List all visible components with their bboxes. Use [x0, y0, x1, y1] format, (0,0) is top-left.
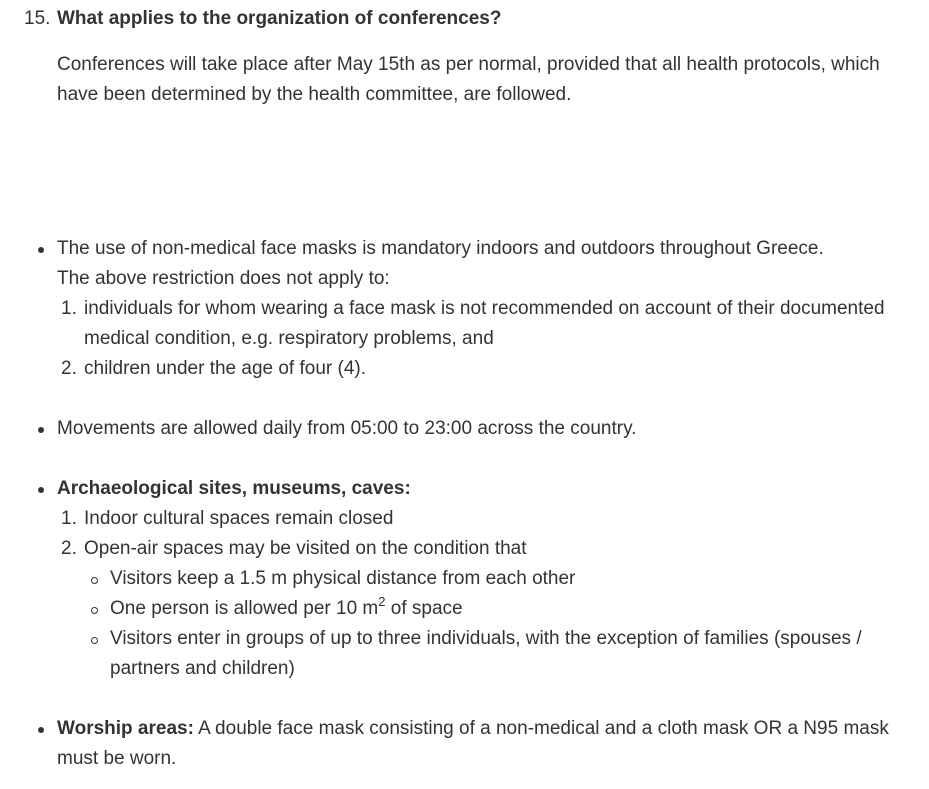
masks-bullet — [57, 234, 907, 384]
item-number: 2. — [61, 358, 77, 379]
item-text: children under the age of four (4). — [84, 358, 367, 379]
conditions-list — [84, 564, 907, 684]
measures-list — [57, 234, 907, 789]
condition-density — [84, 594, 907, 624]
list-item — [61, 534, 907, 684]
density-suffix: of space — [385, 598, 463, 619]
worship-title: Worship areas: — [57, 718, 194, 739]
item-text: individuals for whom wearing a face mask is not recommended on account of their documented medical condition, e.g. respiratory problems, and — [84, 298, 885, 349]
condition-groups: Visitors enter in groups of up to three individuals, with the exception of families (spouses / partners and children) — [84, 624, 907, 684]
item-number: 1. — [61, 298, 77, 319]
masks-text: The use of non-medical face masks is mandatory indoors and outdoors throughout Greece. — [57, 238, 824, 259]
density-text: One person is allowed per 10 m — [110, 598, 379, 619]
condition-distance: Visitors keep a 1.5 m physical distance from each other — [84, 564, 907, 594]
question-title: What applies to the organization of conferences? — [57, 8, 502, 29]
item-text: Indoor cultural spaces remain closed — [84, 508, 394, 529]
question-answer: Conferences will take place after May 15th as per normal, provided that all health protocols, which have been determined by the health committee, are followed. — [57, 54, 880, 105]
item-number: 2. — [61, 538, 77, 559]
masks-exception-intro: The above restriction does not apply to: — [57, 268, 390, 289]
density-superscript: 2 — [378, 593, 386, 609]
item-text: Open-air spaces may be visited on the condition that — [84, 538, 527, 559]
faq-question-15 — [24, 4, 904, 110]
list-item — [61, 354, 907, 384]
masks-exceptions-list — [57, 294, 907, 384]
archaeology-bullet — [57, 474, 907, 684]
worship-text: A double face mask consisting of a non-medical and a cloth mask OR a N95 mask must be worn. — [57, 718, 889, 769]
question-number: 15. — [24, 8, 51, 29]
list-item — [61, 504, 907, 534]
archaeology-list — [57, 504, 907, 684]
list-item — [61, 294, 907, 354]
item-number: 1. — [61, 508, 77, 529]
question-line — [24, 4, 904, 34]
worship-bullet — [57, 714, 907, 774]
movements-bullet — [57, 414, 907, 444]
item-body — [84, 534, 907, 684]
archaeology-title: Archaeological sites, museums, caves: — [57, 478, 411, 499]
movements-text: Movements are allowed daily from 05:00 to 23:00 across the country. — [57, 418, 637, 439]
